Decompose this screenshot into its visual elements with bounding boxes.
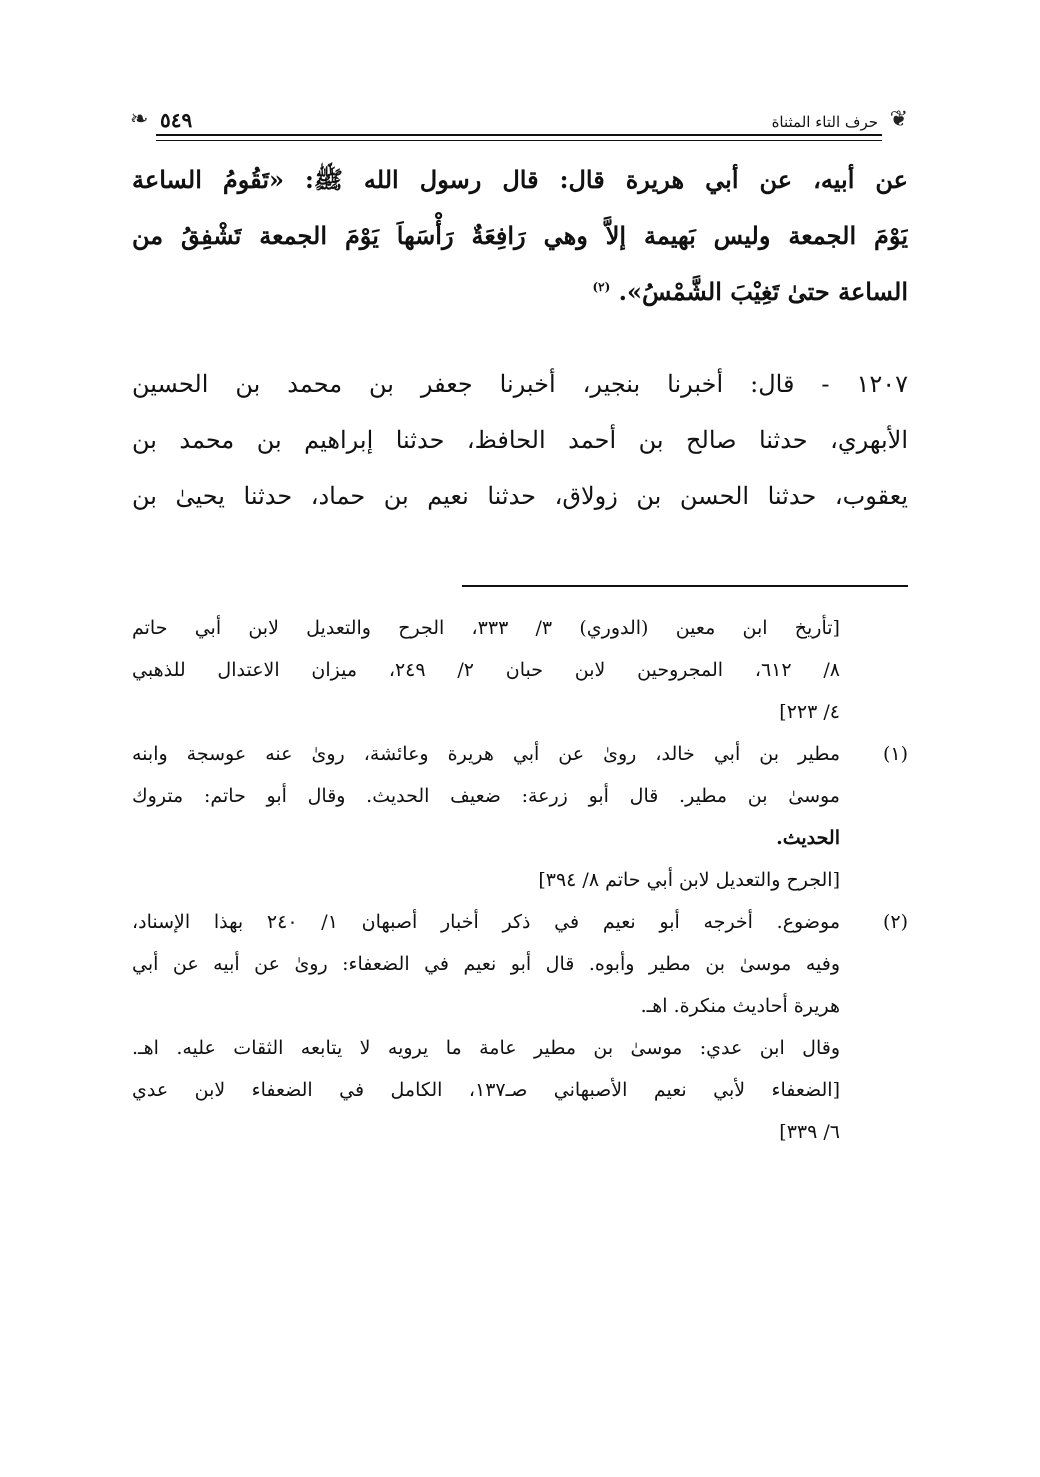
paragraph-gap bbox=[132, 320, 908, 356]
footnote-line: موسىٰ بن مطير. قال أبو زرعة: ضعيف الحديث. وقال أبو حاتم: متروك bbox=[132, 785, 840, 807]
running-header bbox=[130, 100, 908, 144]
footnote-line: (١) مطير بن أبي خالد، روىٰ عن أبي هريرة وعائشة، روىٰ عنه عوسجة وابنه bbox=[132, 733, 908, 775]
footnote-line: [الجرح والتعديل لابن أبي حاتم ٨/ ٣٩٤] bbox=[538, 869, 840, 891]
footnote-line: ٨/ ٦١٢، المجروحين لابن حبان ٢/ ٢٤٩، ميزان الاعتدال للذهبي bbox=[132, 659, 840, 681]
footnote-number: (١) bbox=[882, 743, 908, 765]
main-text bbox=[132, 152, 908, 524]
header-ornament-right-icon: ❦ bbox=[889, 107, 908, 132]
footnote-number: (٢) bbox=[882, 911, 908, 933]
footnote-line: الحديث. bbox=[776, 827, 840, 849]
page-number: ٥٤٩ bbox=[160, 108, 193, 132]
chapter-title: حرف التاء المثناة bbox=[771, 113, 878, 131]
header-rule bbox=[156, 134, 882, 141]
footnote-line: ٤/ ٢٢٣] bbox=[779, 701, 840, 723]
text-line: ١٢٠٧ - قال: أخبرنا بنجير، أخبرنا جعفر بن محمد بن الحسين bbox=[132, 370, 908, 398]
footnote-line: هريرة أحاديث منكرة. اهـ. bbox=[640, 995, 840, 1017]
footnote-line: (٢) موضوع. أخرجه أبو نعيم في ذكر أخبار أصبهان ١/ ٢٤٠ بهذا الإسناد، bbox=[132, 901, 908, 943]
footnote-separator bbox=[462, 585, 908, 587]
footnotes bbox=[132, 607, 908, 1153]
text-line: الأبهري، حدثنا صالح بن أحمد الحافظ، حدثنا إبراهيم بن محمد بن bbox=[132, 426, 908, 454]
header-ornament-left-icon: ❧ bbox=[130, 107, 149, 132]
text-line: الساعة حتىٰ تَغِيْبَ الشَّمْسُ». $^{(٢)}$ bbox=[592, 277, 908, 306]
text-line: عن أبيه، عن أبي هريرة قال: قال رسول الله ﷺ: «تَقُومُ الساعة bbox=[132, 165, 908, 194]
footnote-line: [الضعفاء لأبي نعيم الأصبهاني صـ١٣٧، الكامل في الضعفاء لابن عدي bbox=[132, 1079, 840, 1101]
footnote-line: [تأريخ ابن معين (الدوري) ٣/ ٣٣٣، الجرح والتعديل لابن أبي حاتم bbox=[132, 617, 840, 639]
text-line: يَوْمَ الجمعة وليس بَهيمة إلاَّ وهي رَافِعَةٌ رَأْسَهاَ يَوْمَ الجمعة تَشْفِقُ من bbox=[132, 221, 908, 250]
footnote-line: وفيه موسىٰ بن مطير وأبوه. قال أبو نعيم في الضعفاء: روىٰ عن أبيه عن أبي bbox=[132, 953, 840, 975]
footnote-line: ٦/ ٣٣٩] bbox=[779, 1121, 840, 1143]
footnote-line: وقال ابن عدي: موسىٰ بن مطير عامة ما يرويه لا يتابعه الثقات عليه. اهـ. bbox=[132, 1037, 840, 1059]
text-line: يعقوب، حدثنا الحسن بن زولاق، حدثنا نعيم بن حماد، حدثنا يحيىٰ بن bbox=[132, 482, 908, 510]
footnote-ref: (٢) bbox=[592, 280, 611, 294]
